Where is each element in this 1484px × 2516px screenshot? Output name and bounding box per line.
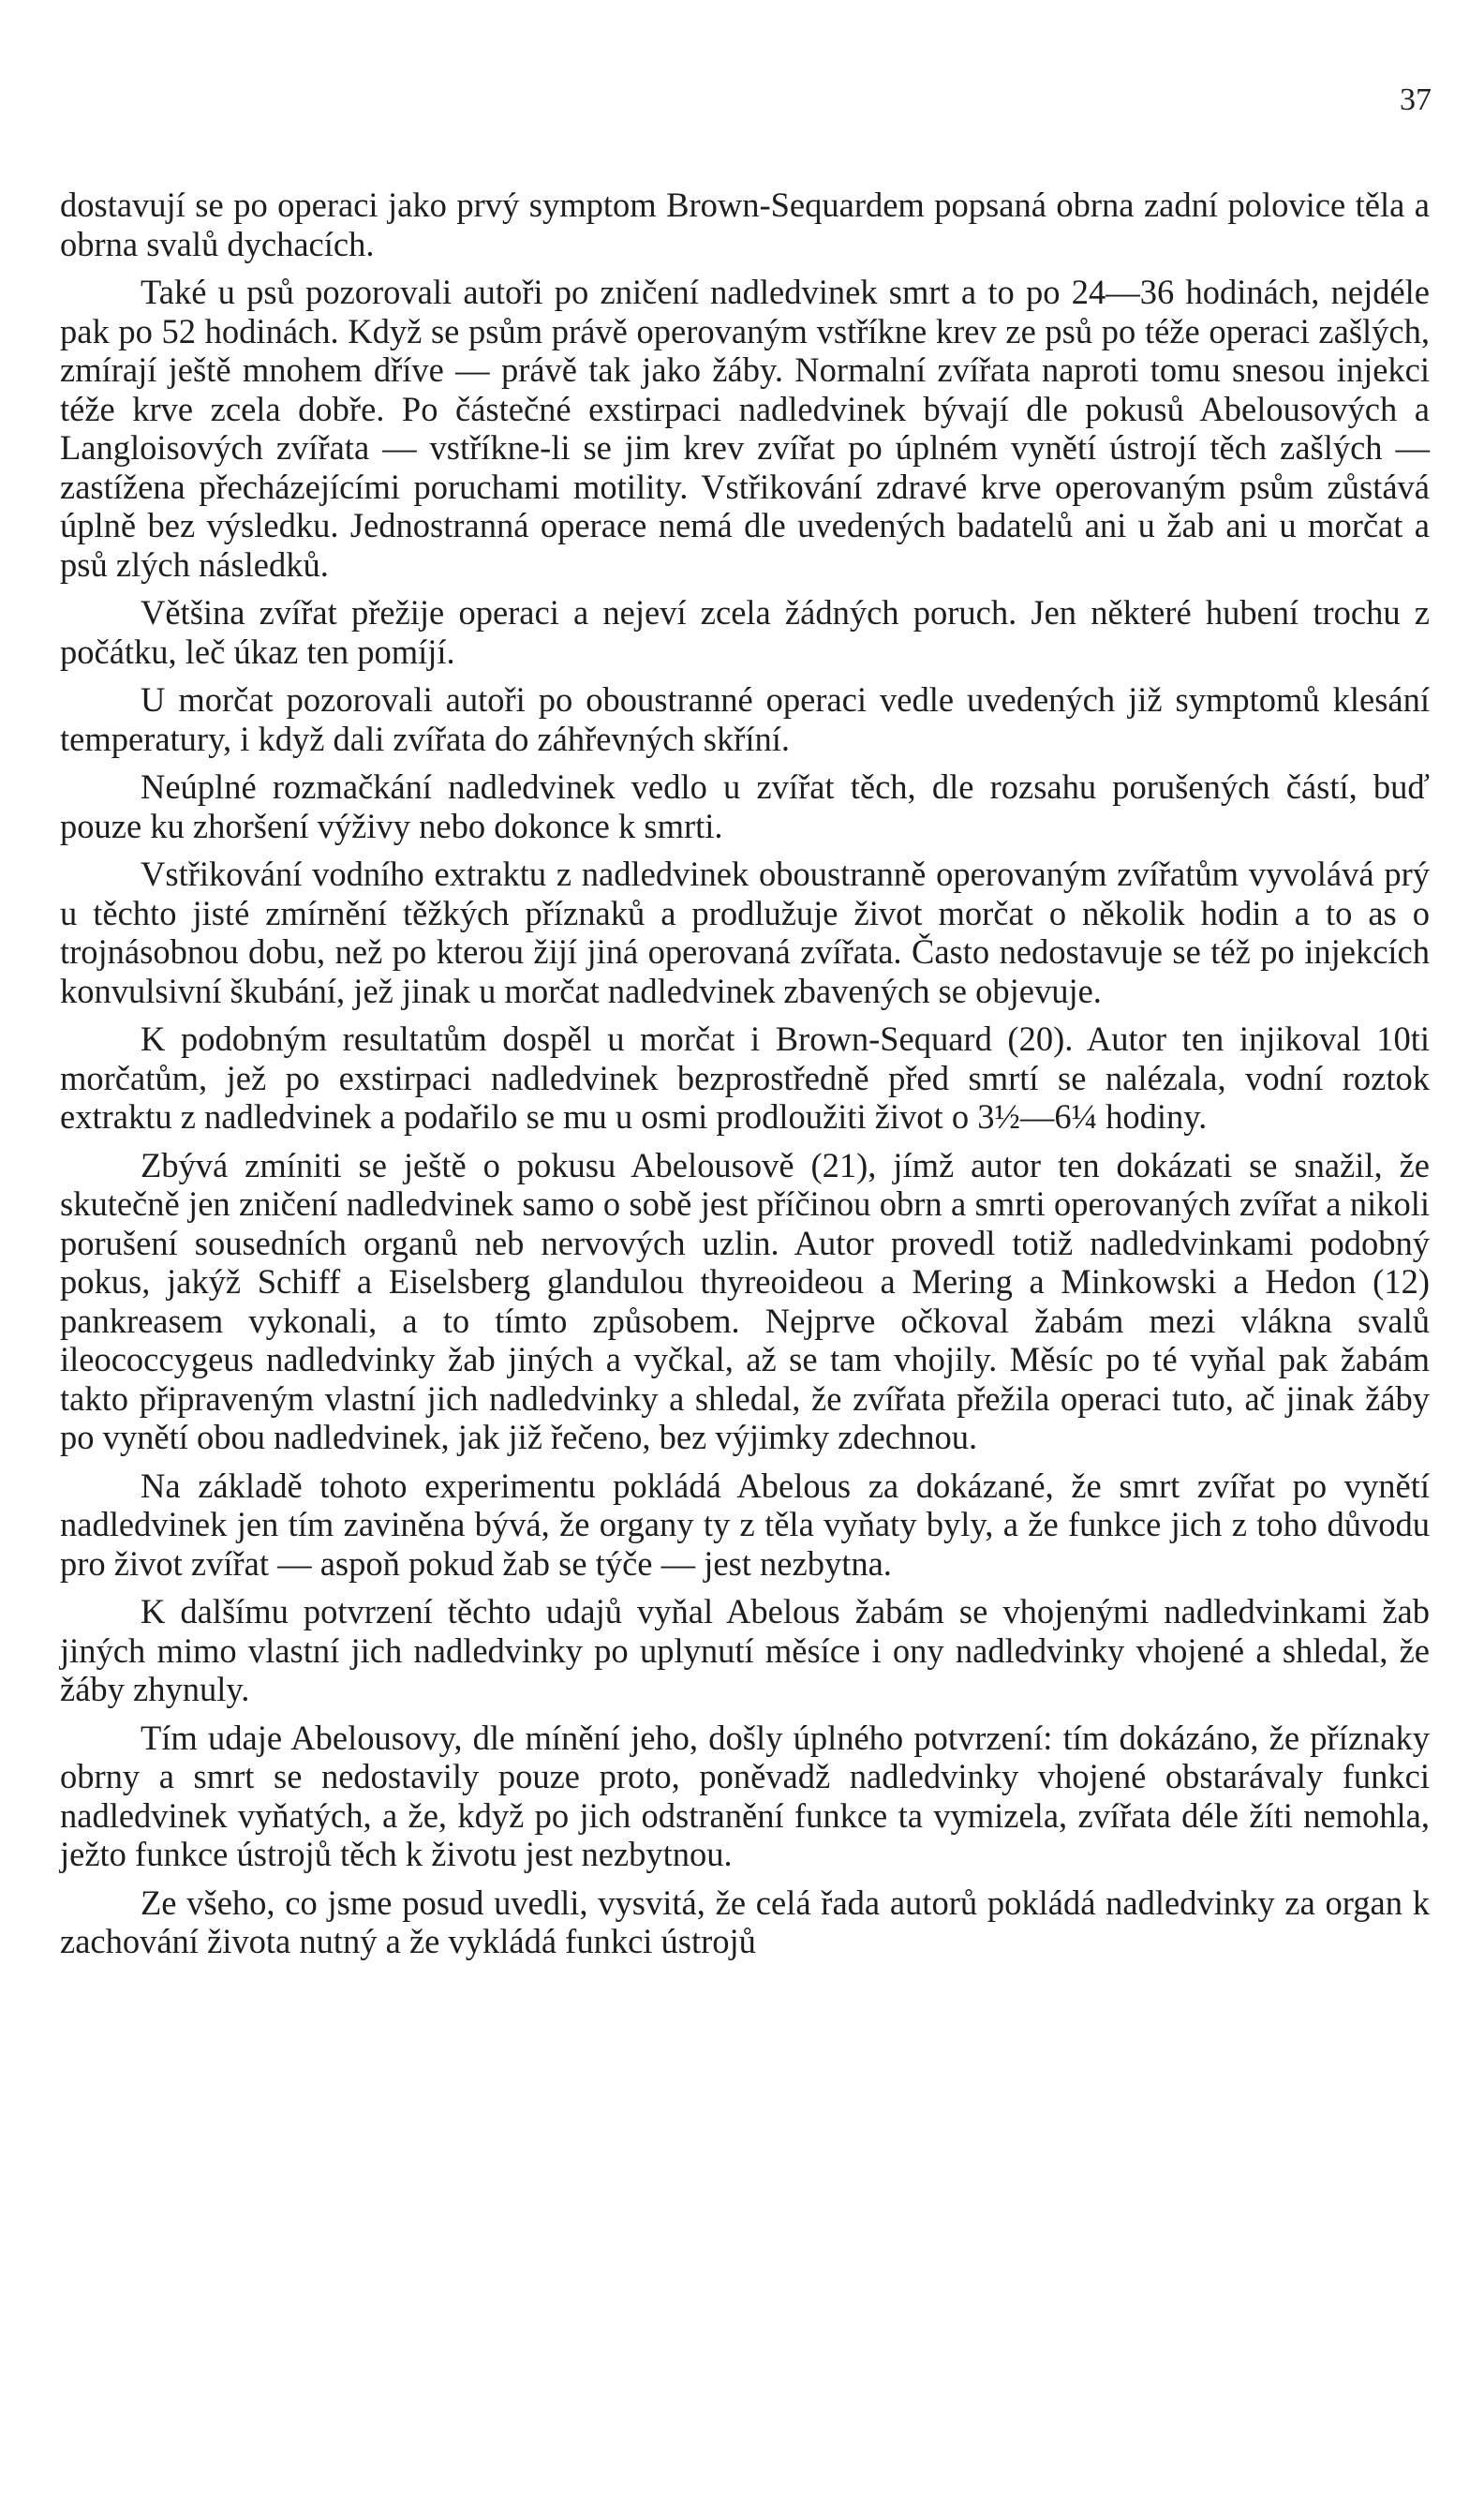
paragraph: U morčat pozorovali autoři po oboustranné operaci vedle uvedených již symptomů klesání temperatury, i když dali zvířata do záhřevných skříní.: [60, 680, 1430, 758]
paragraph: Vstřikování vodního extraktu z nadledvinek oboustranně operovaným zvířatům vyvolává prý u těchto jisté zmírnění těžkých příznaků a prodlužuje život morčat o několik hodin a to as o trojnásobnou dobu, než po kterou žijí jiná operovaná zvířata. Často nedostavuje se též po injekcích konvulsivní škubání, jež jinak u morčat nadledvinek zbavených se objevuje.: [60, 855, 1430, 1010]
paragraph: K podobným resultatům dospěl u morčat i Brown-Sequard (20). Autor ten injikoval 10ti morčatům, jež po exstirpaci nadledvinek bezprostředně před smrtí se nalézala, vodní roztok extraktu z nadledvinek a podařilo se mu u osmi prodloužiti život o 3½—6¼ hodiny.: [60, 1020, 1430, 1136]
paragraph: Také u psů pozorovali autoři po zničení nadledvinek smrt a to po 24—36 hodinách, nejdéle pak po 52 hodinách. Když se psům právě operovaným vstříkne krev ze psů po téže operaci zašlých, zmírají ještě mnohem dříve — právě tak jako žáby. Normalní zvířata naproti tomu snesou injekci téže krve zcela dobře. Po částečné exstirpaci nadledvinek bývají dle pokusů Abelousových a Langloisových zvířata — vstříkne-li se jim krev zvířat po úplném vynětí ústrojí těch zašlých — zastížena přecházejícími poruchami motility. Vstřikování zdravé krve operovaným psům zůstává úplně bez výsledku. Jednostranná operace nemá dle uvedených badatelů ani u žab ani u morčat a psů zlých následků.: [60, 273, 1430, 584]
paragraph: Většina zvířat přežije operaci a nejeví zcela žádných poruch. Jen některé hubení trochu z počátku, leč úkaz ten pomíjí.: [60, 593, 1430, 671]
paragraph: K dalšímu potvrzení těchto udajů vyňal Abelous žabám se vhojenými nadledvinkami žab jiných mimo vlastní jich nadledvinky po uplynutí měsíce i ony nadledvinky vhojené a shledal, že žáby zhynuly.: [60, 1592, 1430, 1708]
paragraph: Tím udaje Abelousovy, dle mínění jeho, došly úplného potvrzení: tím dokázáno, že příznaky obrny a smrt se nedostavily pouze proto, poněvadž nadledvinky vhojené obstarávaly funkci nadledvinek vyňatých, a že, když po jich odstranění funkce ta vymizela, zvířata déle žíti nemohla, ježto funkce ústrojů těch k životu jest nezbytnou.: [60, 1718, 1430, 1873]
paragraph: Ze všeho, co jsme posud uvedli, vysvitá, že celá řada autorů pokládá nadledvinky za organ k zachování života nutný a že vykládá funkci ústrojů: [60, 1883, 1430, 1960]
paragraph: Neúplné rozmačkání nadledvinek vedlo u zvířat těch, dle rozsahu porušených částí, buď pouze ku zhoršení výživy nebo dokonce k smrti.: [60, 767, 1430, 845]
page-number: 37: [1400, 82, 1432, 117]
body-text: [60, 186, 1430, 1971]
paragraph: Zbývá zmíniti se ještě o pokusu Abelousově (21), jímž autor ten dokázati se snažil, že skutečně jen zničení nadledvinek samo o sobě jest příčinou obrn a smrti operovaných zvířat a nikoli porušení sousedních organů neb nervových uzlin. Autor provedl totiž nadledvinkami podobný pokus, jakýž Schiff a Eiselsberg glandulou thyreoideou a Mering a Minkowski a Hedon (12) pankreasem vykonali, a to tímto způsobem. Nejprve očkoval žabám mezi vlákna svalů ileococcygeus nadledvinky žab jiných a vyčkal, až se tam vhojily. Měsíc po té vyňal pak žabám takto připraveným vlastní jich nadledvinky a shledal, že zvířata přežila operaci tuto, ač jinak žáby po vynětí obou nadledvinek, jak již řečeno, bez výjimky zdechnou.: [60, 1145, 1430, 1456]
paragraph: dostavují se po operaci jako prvý symptom Brown-Sequardem popsaná obrna zadní polovice těla a obrna svalů dychacích.: [60, 186, 1430, 263]
paragraph: Na základě tohoto experimentu pokládá Abelous za dokázané, že smrt zvířat po vynětí nadledvinek jen tím zaviněna bývá, že organy ty z těla vyňaty byly, a že funkce jich z toho důvodu pro život zvířat — aspoň pokud žab se týče — jest nezbytna.: [60, 1466, 1430, 1583]
